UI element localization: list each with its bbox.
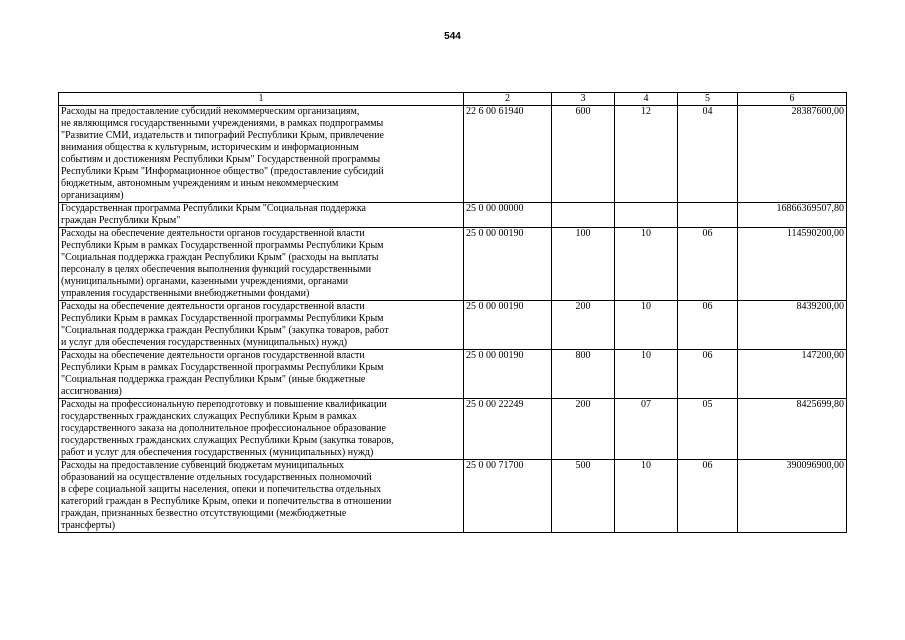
row-target-article-code: 25 0 00 71700 — [464, 460, 552, 533]
row-section-code: 10 — [615, 228, 678, 301]
description-line: "Социальная поддержка граждан Республики Крым" (иные бюджетные — [61, 374, 366, 385]
description-line: граждан, признанных безвестно отсутствующими (межбюджетные — [61, 508, 347, 519]
row-amount: 16866369507,80 — [738, 203, 847, 228]
description-line: Расходы на предоставление субсидий некоммерческим организациям, — [61, 106, 360, 117]
description-line: управления государственными внебюджетными фондами) — [61, 288, 310, 299]
description-line: в сфере социальной защиты населения, опеки и попечительства отдельных — [61, 484, 382, 495]
description-line: Расходы на обеспечение деятельности органов государственной власти — [61, 350, 365, 361]
description-line: бюджетным, автономным учреждениям и иным некоммерческим — [61, 178, 339, 189]
row-target-article-code: 25 0 00 22249 — [464, 399, 552, 460]
description-line: Республики Крым в рамках Государственной программы Республики Крым — [61, 240, 384, 251]
row-expense-type-code: 100 — [552, 228, 615, 301]
description-line: Республики Крым "Информационное общество" (предоставление субсидий — [61, 166, 384, 177]
table-row — [59, 203, 847, 228]
row-description — [59, 203, 464, 228]
row-subsection-code: 06 — [678, 301, 738, 350]
description-line: граждан Республики Крым" — [61, 215, 181, 226]
page-number: 544 — [444, 31, 461, 42]
description-line: государственных гражданских служащих Республики Крым (закупка товаров, — [61, 435, 394, 446]
row-section-code — [615, 203, 678, 228]
row-target-article-code: 25 0 00 00000 — [464, 203, 552, 228]
row-section-code: 10 — [615, 301, 678, 350]
row-target-article-code: 25 0 00 00190 — [464, 301, 552, 350]
row-target-article-code: 25 0 00 00190 — [464, 350, 552, 399]
description-line: государственных гражданских служащих Республики Крым в рамках — [61, 411, 357, 422]
description-line: "Социальная поддержка граждан Республики Крым" (закупка товаров, работ — [61, 325, 389, 336]
description-line: государственного заказа на дополнительное профессиональное образование — [61, 423, 386, 434]
description-line: событиям и достижениям Республики Крым" Государственной программы — [61, 154, 381, 165]
row-description — [59, 228, 464, 301]
row-description — [59, 460, 464, 533]
row-expense-type-code: 200 — [552, 301, 615, 350]
row-expense-type-code: 200 — [552, 399, 615, 460]
row-subsection-code — [678, 203, 738, 228]
header-col-5: 5 — [678, 93, 738, 106]
header-col-1: 1 — [59, 93, 464, 106]
description-line: Республики Крым в рамках Государственной программы Республики Крым — [61, 313, 384, 324]
row-subsection-code: 06 — [678, 350, 738, 399]
row-section-code: 12 — [615, 106, 678, 203]
description-line: работ и услуг для обеспечения государственных (муниципальных) нужд) — [61, 447, 374, 458]
description-line: Расходы на профессиональную переподготовку и повышение квалификации — [61, 399, 387, 410]
row-expense-type-code: 500 — [552, 460, 615, 533]
description-line: Государственная программа Республики Крым "Социальная поддержка — [61, 203, 366, 214]
row-target-article-code: 22 6 00 61940 — [464, 106, 552, 203]
description-line: "Социальная поддержка граждан Республики Крым" (расходы на выплаты — [61, 252, 379, 263]
description-line: ассигнования) — [61, 386, 122, 397]
header-col-3: 3 — [552, 93, 615, 106]
row-amount: 8425699,80 — [738, 399, 847, 460]
row-amount: 8439200,00 — [738, 301, 847, 350]
row-expense-type-code — [552, 203, 615, 228]
row-section-code: 10 — [615, 350, 678, 399]
row-section-code: 07 — [615, 399, 678, 460]
row-subsection-code: 04 — [678, 106, 738, 203]
row-amount: 147200,00 — [738, 350, 847, 399]
row-target-article-code: 25 0 00 00190 — [464, 228, 552, 301]
description-line: организациям) — [61, 190, 124, 201]
description-line: Республики Крым в рамках Государственной программы Республики Крым — [61, 362, 384, 373]
row-subsection-code: 06 — [678, 228, 738, 301]
table-row — [59, 350, 847, 399]
table-body — [59, 106, 847, 533]
description-line: образований на осуществление отдельных государственных полномочий — [61, 472, 372, 483]
description-line: (муниципальными) органами, казенными учреждениями, органами — [61, 276, 349, 287]
row-subsection-code: 06 — [678, 460, 738, 533]
header-col-4: 4 — [615, 93, 678, 106]
description-line: Расходы на обеспечение деятельности органов государственной власти — [61, 228, 365, 239]
description-line: и услуг для обеспечения государственных (муниципальных) нужд) — [61, 337, 348, 348]
table-row — [59, 228, 847, 301]
description-line: Расходы на обеспечение деятельности органов государственной власти — [61, 301, 365, 312]
budget-table — [58, 92, 847, 533]
row-expense-type-code: 600 — [552, 106, 615, 203]
table-header-row — [59, 93, 847, 106]
table-row — [59, 106, 847, 203]
row-description — [59, 301, 464, 350]
header-col-6: 6 — [738, 93, 847, 106]
description-line: Расходы на предоставление субвенций бюджетам муниципальных — [61, 460, 344, 471]
description-line: персоналу в целях обеспечения выполнения функций государственными — [61, 264, 372, 275]
description-line: категорий граждан в Республике Крым, опеки и попечительства в отношении — [61, 496, 392, 507]
table-row — [59, 399, 847, 460]
row-amount: 114590200,00 — [738, 228, 847, 301]
description-line: трансферты) — [61, 520, 116, 531]
table-row — [59, 460, 847, 533]
row-description — [59, 399, 464, 460]
row-amount: 390096900,00 — [738, 460, 847, 533]
table-row — [59, 301, 847, 350]
row-description — [59, 350, 464, 399]
description-line: "Развитие СМИ, издательств и типографий Республики Крым, привлечение — [61, 130, 384, 141]
row-expense-type-code: 800 — [552, 350, 615, 399]
header-col-2: 2 — [464, 93, 552, 106]
row-subsection-code: 05 — [678, 399, 738, 460]
row-section-code: 10 — [615, 460, 678, 533]
row-amount: 28387600,00 — [738, 106, 847, 203]
description-line: внимания общества к культурным, историческим и информационным — [61, 142, 359, 153]
description-line: не являющимся государственными учреждениями, в рамках подпрограммы — [61, 118, 384, 129]
row-description — [59, 106, 464, 203]
